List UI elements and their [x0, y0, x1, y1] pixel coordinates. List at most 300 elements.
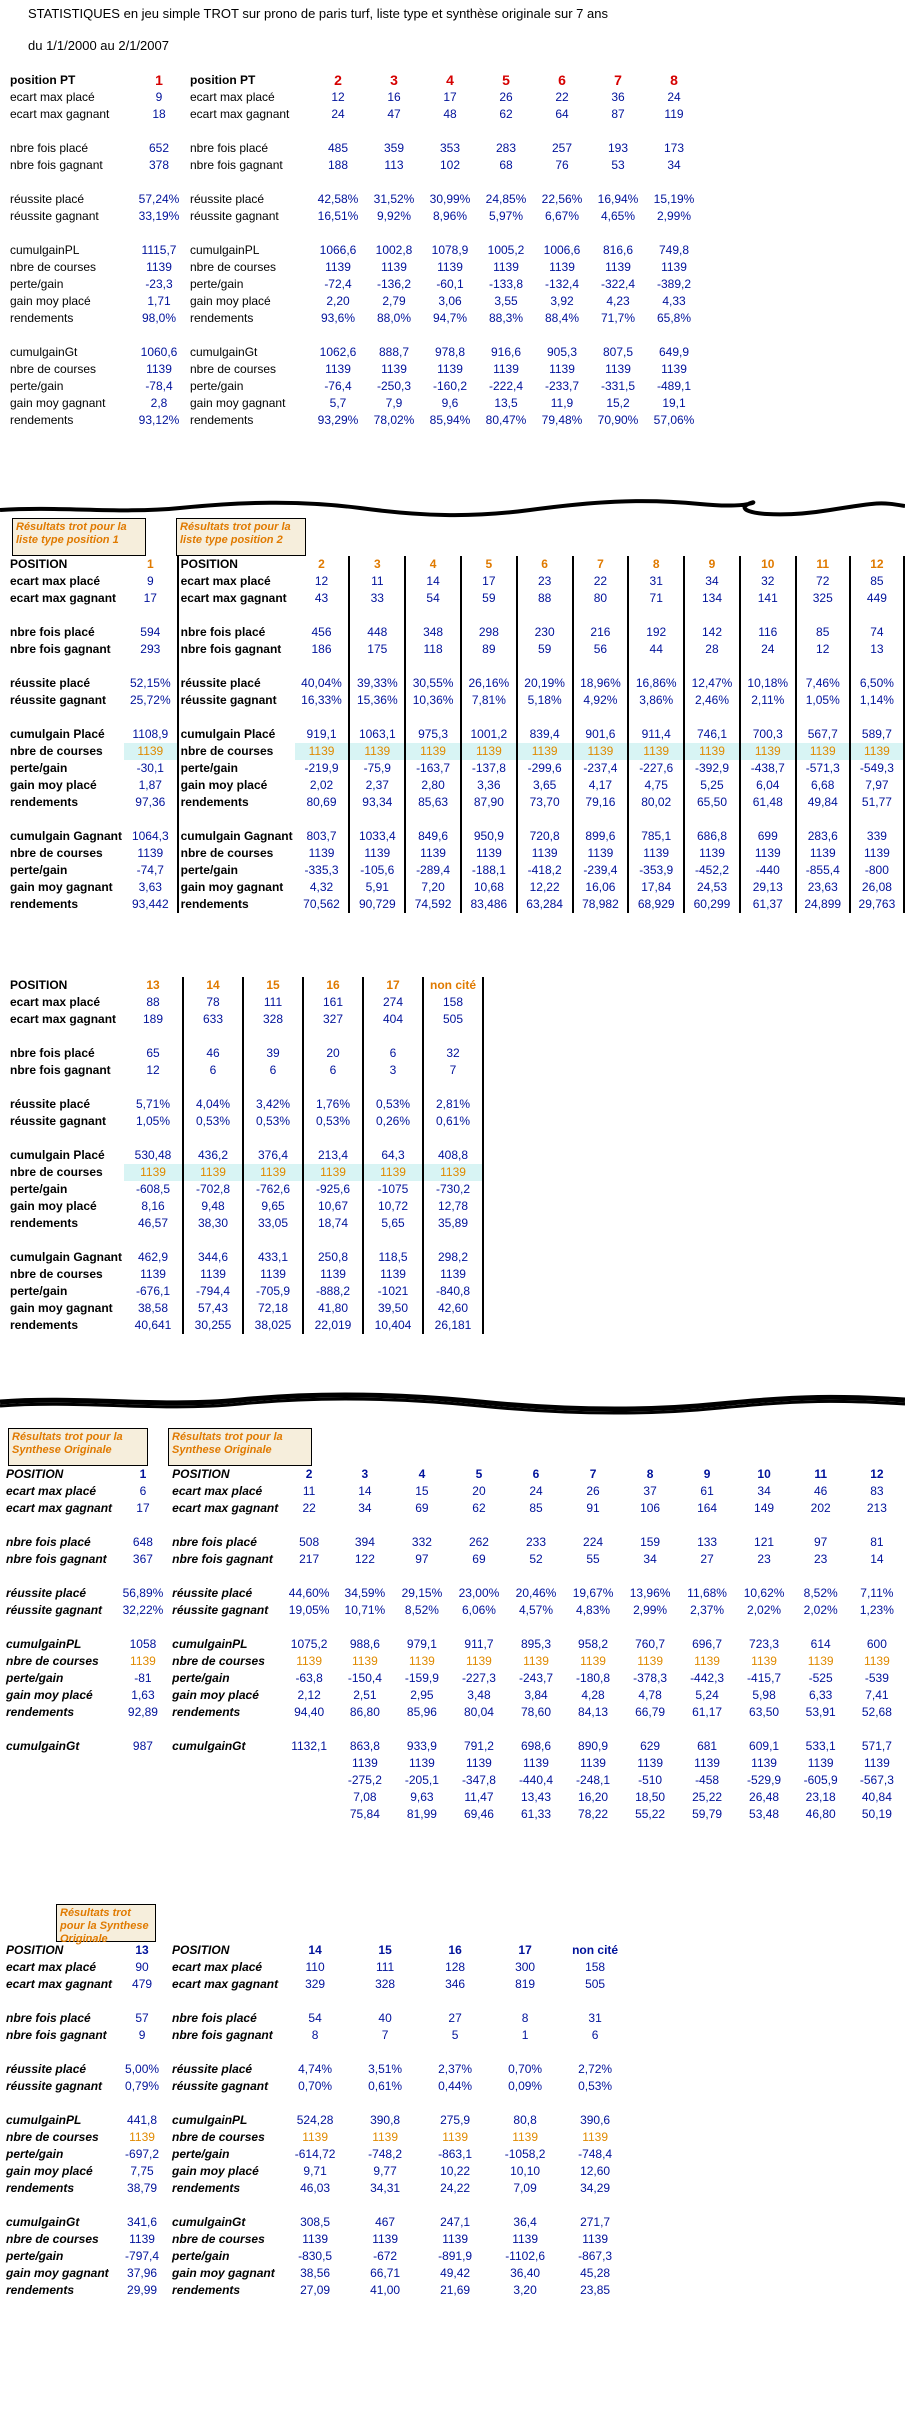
- value-cell: -299,6: [517, 760, 573, 777]
- value-cell: 1139: [694, 1756, 720, 1770]
- value-cell: -925,6: [303, 1181, 363, 1198]
- value-cell: 69: [415, 1501, 429, 1515]
- value-cell: [393, 1568, 450, 1585]
- value-cell: [114, 2044, 170, 2061]
- value-cell: -1058,2: [504, 2147, 546, 2161]
- value-cell: 84,13: [578, 1705, 609, 1719]
- value-cell: [423, 1028, 483, 1045]
- value-cell: 11,68%: [687, 1586, 727, 1600]
- value-cell: [303, 1079, 363, 1096]
- value-cell: -529,9: [747, 1773, 782, 1787]
- value-cell: 106: [640, 1501, 661, 1515]
- value-cell: 1139: [409, 1756, 435, 1770]
- value-cell: [573, 811, 629, 828]
- value-cell: 508: [299, 1535, 320, 1549]
- value-cell: 233: [525, 1535, 547, 1549]
- value-cell: [350, 2095, 420, 2112]
- value-cell: [116, 1806, 170, 1823]
- value-cell: 22: [573, 573, 629, 590]
- value-cell: 1139: [573, 743, 629, 760]
- value-cell: 57: [135, 2011, 149, 2025]
- row-label: nbre de courses: [10, 362, 97, 376]
- row-label: cumulgainPL: [172, 2113, 248, 2127]
- value-cell: 5,91: [349, 879, 405, 896]
- value-cell: [628, 811, 684, 828]
- table-row: [4, 2248, 630, 2265]
- value-cell: [490, 1993, 560, 2010]
- position-label: POSITION: [6, 1943, 64, 1957]
- table-row: [8, 378, 702, 395]
- value-cell: 9,71: [303, 2164, 327, 2178]
- value-cell: 23,18: [805, 1790, 836, 1804]
- row-label: [8, 327, 130, 344]
- value-cell: 17: [443, 90, 457, 104]
- value-cell: 63,50: [749, 1705, 780, 1719]
- value-cell: 7,20: [405, 879, 461, 896]
- value-cell: [336, 1619, 393, 1636]
- value-cell: 1139: [295, 743, 350, 760]
- value-cell: [310, 174, 366, 191]
- row-label: réussite placé: [10, 676, 91, 690]
- value-cell: 71,7%: [600, 311, 636, 325]
- value-cell: 1139: [381, 260, 407, 274]
- header-row: [4, 1942, 630, 1959]
- row-label: perte/gain: [10, 277, 64, 291]
- row-label: ecart max placé: [10, 90, 95, 104]
- value-cell: 890,9: [578, 1739, 609, 1753]
- value-cell: [116, 1517, 170, 1534]
- caption-liste-type-position-1: Résultats trot pour la liste type position 1: [12, 518, 146, 556]
- row-label: nbre de courses: [10, 1165, 103, 1179]
- row-label: perte/gain: [10, 379, 64, 393]
- value-cell: [450, 1568, 507, 1585]
- value-cell: 1139: [605, 260, 631, 274]
- value-cell: 70,90%: [597, 413, 639, 427]
- value-cell: -863,1: [438, 2147, 473, 2161]
- value-cell: 1139: [303, 1164, 363, 1181]
- value-cell: 26,181: [423, 1317, 483, 1334]
- value-cell: 293: [124, 641, 178, 658]
- row-label: [8, 1028, 124, 1045]
- row-label: nbre fois gagnant: [6, 2028, 107, 2042]
- value-cell: 0,53%: [363, 1096, 423, 1113]
- value-cell: 83: [870, 1484, 884, 1498]
- value-cell: 2,72%: [578, 2062, 613, 2076]
- value-cell: 16,86%: [628, 675, 684, 692]
- table-row: [8, 709, 904, 726]
- value-cell: [422, 123, 478, 140]
- position-number: 6: [517, 556, 573, 573]
- value-cell: 217: [299, 1552, 320, 1566]
- value-cell: 1058: [129, 1637, 157, 1651]
- value-cell: 1139: [661, 260, 687, 274]
- value-cell: 111: [375, 1960, 395, 1974]
- position-number: 12: [870, 1467, 884, 1481]
- value-cell: 15,2: [606, 396, 630, 410]
- value-cell: -30,1: [124, 760, 178, 777]
- value-cell: 39,33%: [349, 675, 405, 692]
- table-row: [8, 208, 702, 225]
- position-number: 2: [295, 556, 350, 573]
- value-cell: 61,48: [740, 794, 796, 811]
- value-cell: 1139: [423, 1266, 483, 1283]
- row-label: nbre de courses: [190, 260, 277, 274]
- value-cell: 26,16%: [461, 675, 517, 692]
- row-label: [170, 1517, 282, 1534]
- value-cell: -705,9: [243, 1283, 303, 1300]
- row-label: réussite placé: [10, 192, 85, 206]
- value-cell: -525: [808, 1671, 833, 1685]
- value-cell: 90,729: [349, 896, 405, 913]
- value-cell: 300: [515, 1960, 536, 1974]
- row-label: ecart max gagnant: [190, 107, 290, 121]
- row-label: [8, 1130, 124, 1147]
- table-row: [4, 1993, 630, 2010]
- value-cell: 7,41: [865, 1688, 889, 1702]
- value-cell: 10,36%: [405, 692, 461, 709]
- value-cell: 18,74: [303, 1215, 363, 1232]
- row-label: cumulgainGt: [6, 1739, 80, 1753]
- value-cell: 390,6: [580, 2113, 611, 2127]
- value-cell: 298,2: [423, 1249, 483, 1266]
- value-cell: 3,92: [550, 294, 574, 308]
- value-cell: [478, 174, 534, 191]
- value-cell: -1075: [363, 1181, 423, 1198]
- value-cell: 13,43: [520, 1790, 552, 1804]
- value-cell: 5,98: [752, 1688, 776, 1702]
- value-cell: 1139: [351, 1654, 378, 1668]
- value-cell: 1078,9: [431, 243, 469, 257]
- caption-synthese-originale-1: Résultats trot pour la Synthese Originale: [8, 1428, 148, 1466]
- value-cell: 348: [405, 624, 461, 641]
- value-cell: 10,10: [510, 2164, 541, 2178]
- position-number: 10: [740, 556, 796, 573]
- position-number: 2: [334, 72, 342, 88]
- value-cell: 38,56: [300, 2266, 331, 2280]
- value-cell: 916,6: [490, 345, 522, 359]
- row-label: gain moy gagnant: [180, 880, 284, 894]
- table-row: [4, 2265, 630, 2282]
- value-cell: [130, 123, 188, 140]
- table-row: [8, 760, 904, 777]
- row-label: nbre fois gagnant: [10, 1063, 111, 1077]
- value-cell: 1139: [796, 743, 850, 760]
- value-cell: -378,3: [633, 1671, 668, 1685]
- row-label: nbre fois placé: [6, 1535, 91, 1549]
- value-cell: -489,1: [656, 379, 692, 393]
- value-cell: 118: [405, 641, 461, 658]
- table-row: [8, 845, 904, 862]
- value-cell: 45,28: [580, 2266, 611, 2280]
- table-row: [4, 2231, 630, 2248]
- value-cell: 34: [684, 573, 740, 590]
- value-cell: 4,28: [581, 1688, 605, 1702]
- value-cell: 2,11%: [740, 692, 796, 709]
- value-cell: 600: [866, 1637, 887, 1651]
- value-cell: 24,899: [796, 896, 850, 913]
- value-cell: 433,1: [243, 1249, 303, 1266]
- value-cell: 1139: [437, 362, 463, 376]
- value-cell: [849, 1568, 905, 1585]
- value-cell: 376,4: [243, 1147, 303, 1164]
- value-cell: -219,9: [295, 760, 350, 777]
- value-cell: [573, 709, 629, 726]
- value-cell: [280, 2095, 350, 2112]
- position-label: position PT: [10, 73, 76, 87]
- value-cell: 32: [740, 573, 796, 590]
- value-cell: 0,61%: [368, 2079, 403, 2093]
- value-cell: [303, 1028, 363, 1045]
- value-cell: 31: [628, 573, 684, 590]
- row-label: [8, 658, 124, 675]
- value-cell: 1139: [580, 1756, 606, 1770]
- value-cell: 1005,2: [487, 243, 525, 257]
- table-row: [4, 1789, 905, 1806]
- value-cell: [349, 811, 405, 828]
- value-cell: 1139: [351, 1756, 378, 1770]
- value-cell: 12: [124, 1062, 183, 1079]
- value-cell: -418,2: [517, 862, 573, 879]
- value-cell: 3,51%: [368, 2062, 403, 2076]
- value-cell: 29,15%: [401, 1586, 443, 1600]
- value-cell: [393, 1619, 450, 1636]
- value-cell: 700,3: [740, 726, 796, 743]
- value-cell: 6: [183, 1062, 243, 1079]
- value-cell: 1139: [183, 1164, 243, 1181]
- table-row: [8, 412, 702, 429]
- value-cell: 7,81%: [461, 692, 517, 709]
- value-cell: 5,24: [695, 1688, 719, 1702]
- value-cell: 34,31: [370, 2181, 401, 2195]
- value-cell: 1139: [628, 743, 684, 760]
- value-cell: 11: [349, 573, 405, 590]
- value-cell: 32,22%: [122, 1603, 164, 1617]
- table-row: [8, 174, 702, 191]
- row-label: cumulgainGt: [190, 345, 258, 359]
- value-cell: -452,2: [684, 862, 740, 879]
- value-cell: 41,00: [370, 2283, 401, 2297]
- table-row: [8, 123, 702, 140]
- value-cell: -335,3: [295, 862, 350, 879]
- value-cell: [849, 1619, 905, 1636]
- value-cell: 80: [573, 590, 629, 607]
- value-cell: 37: [643, 1484, 657, 1498]
- value-cell: 6,50%: [850, 675, 904, 692]
- value-cell: 1139: [146, 260, 172, 274]
- value-cell: 33,05: [243, 1215, 303, 1232]
- value-cell: 79,16: [573, 794, 629, 811]
- position-number: 16: [448, 1943, 462, 1957]
- value-cell: [420, 2044, 490, 2061]
- value-cell: 1139: [349, 743, 405, 760]
- value-cell: 59,79: [692, 1807, 723, 1821]
- position-number: 16: [303, 977, 363, 994]
- value-cell: 57,43: [183, 1300, 243, 1317]
- row-label: [170, 1993, 280, 2010]
- value-cell: [565, 1619, 622, 1636]
- value-cell: 70,562: [295, 896, 350, 913]
- value-cell: 158: [423, 994, 483, 1011]
- value-cell: 7,75: [130, 2164, 154, 2178]
- value-cell: [573, 658, 629, 675]
- value-cell: 367: [132, 1552, 153, 1566]
- value-cell: 13,96%: [629, 1586, 671, 1600]
- value-cell: 1139: [493, 260, 519, 274]
- value-cell: 524,28: [296, 2113, 334, 2127]
- value-cell: 3,86%: [628, 692, 684, 709]
- row-label: perte/gain: [180, 761, 238, 775]
- value-cell: 37,96: [127, 2266, 158, 2280]
- value-cell: 51,77: [850, 794, 904, 811]
- value-cell: 394: [354, 1535, 375, 1549]
- value-cell: [124, 1079, 183, 1096]
- value-cell: 2,80: [405, 777, 461, 794]
- value-cell: 10,18%: [740, 675, 796, 692]
- value-cell: -855,4: [796, 862, 850, 879]
- value-cell: 1139: [243, 1164, 303, 1181]
- row-label: nbre fois gagnant: [6, 1552, 107, 1566]
- position-number: 2: [305, 1467, 313, 1481]
- value-cell: 78,60: [520, 1705, 552, 1719]
- value-cell: -867,3: [578, 2249, 613, 2263]
- value-cell: 22: [302, 1501, 316, 1515]
- value-cell: 816,6: [602, 243, 634, 257]
- row-label: gain moy gagnant: [10, 1301, 113, 1315]
- table-row: [8, 344, 702, 361]
- value-cell: -730,2: [423, 1181, 483, 1198]
- row-label: [8, 709, 124, 726]
- value-cell: [295, 607, 350, 624]
- value-cell: 12,22: [517, 879, 573, 896]
- value-cell: 12,78: [423, 1198, 483, 1215]
- value-cell: 479: [132, 1977, 153, 1991]
- value-cell: 1075,2: [290, 1637, 328, 1651]
- value-cell: [478, 123, 534, 140]
- table-row: [4, 2010, 630, 2027]
- value-cell: 3,63: [124, 879, 178, 896]
- value-cell: 629: [640, 1739, 661, 1753]
- value-cell: 975,3: [405, 726, 461, 743]
- value-cell: -389,2: [656, 277, 692, 291]
- table-row: [8, 658, 904, 675]
- value-cell: 1139: [512, 2232, 538, 2246]
- row-label: [4, 1721, 116, 1738]
- value-cell: [461, 607, 517, 624]
- value-cell: 19,1: [662, 396, 686, 410]
- position-label: POSITION: [172, 1467, 230, 1481]
- table-row: [8, 1232, 483, 1249]
- value-cell: 911,4: [628, 726, 684, 743]
- value-cell: [850, 658, 904, 675]
- value-cell: 346: [445, 1977, 466, 1991]
- value-cell: 7: [423, 1062, 483, 1079]
- value-cell: 1139: [183, 1266, 243, 1283]
- value-cell: 1139: [129, 2232, 155, 2246]
- value-cell: -672: [373, 2249, 398, 2263]
- value-cell: 0,70%: [508, 2062, 543, 2076]
- value-cell: 4,17: [573, 777, 629, 794]
- value-cell: 192: [628, 624, 684, 641]
- value-cell: 505: [423, 1011, 483, 1028]
- value-cell: 22,019: [303, 1317, 363, 1334]
- row-label: nbre de courses: [10, 744, 103, 758]
- value-cell: [366, 327, 422, 344]
- table-row: [4, 1483, 905, 1500]
- value-cell: 308,5: [300, 2215, 331, 2229]
- value-cell: 42,60: [423, 1300, 483, 1317]
- value-cell: [793, 1517, 849, 1534]
- header-row: [8, 977, 483, 994]
- value-cell: 118,5: [363, 1249, 423, 1266]
- value-cell: 505: [585, 1977, 606, 1991]
- value-cell: 46,57: [124, 1215, 183, 1232]
- value-cell: [646, 174, 702, 191]
- row-label: [4, 1619, 116, 1636]
- value-cell: 22,56%: [541, 192, 583, 206]
- position-number: 5: [502, 72, 510, 88]
- value-cell: 283: [495, 141, 517, 155]
- value-cell: 13,5: [494, 396, 518, 410]
- value-cell: 49,42: [440, 2266, 471, 2280]
- table-row: [8, 1249, 483, 1266]
- value-cell: 6: [363, 1045, 423, 1062]
- row-label: nbre de courses: [172, 2232, 265, 2246]
- stats-table-synthese-1-12: [4, 1466, 905, 1823]
- value-cell: 188: [327, 158, 349, 172]
- value-cell: [336, 1517, 393, 1534]
- table-row: [8, 994, 483, 1011]
- row-label: cumulgain Gagnant: [10, 1250, 123, 1264]
- value-cell: 0,53%: [303, 1113, 363, 1130]
- value-cell: 18: [152, 107, 166, 121]
- value-cell: 4,23: [606, 294, 630, 308]
- value-cell: [393, 1721, 450, 1738]
- row-label: cumulgainGt: [10, 345, 78, 359]
- value-cell: 436,2: [183, 1147, 243, 1164]
- value-cell: 441,8: [127, 2113, 158, 2127]
- value-cell: [130, 225, 188, 242]
- table-row: [4, 1976, 630, 1993]
- value-cell: -237,4: [573, 760, 629, 777]
- value-cell: [280, 2197, 350, 2214]
- value-cell: 19,05%: [288, 1603, 330, 1617]
- value-cell: 950,9: [461, 828, 517, 845]
- position-number: 3: [349, 556, 405, 573]
- value-cell: [507, 1517, 564, 1534]
- value-cell: [282, 1806, 336, 1823]
- value-cell: 1064,3: [124, 828, 178, 845]
- row-label: ecart max gagnant: [10, 107, 110, 121]
- table-row: [8, 590, 904, 607]
- value-cell: [124, 607, 178, 624]
- value-cell: 4,32: [295, 879, 350, 896]
- row-label: perte/gain: [190, 277, 244, 291]
- table-row: [8, 607, 904, 624]
- value-cell: 1139: [461, 845, 517, 862]
- value-cell: 10,22: [440, 2164, 471, 2178]
- row-label: nbre de courses: [190, 362, 277, 376]
- value-cell: 94,40: [294, 1705, 325, 1719]
- table-row: [8, 106, 702, 123]
- value-cell: [793, 1568, 849, 1585]
- value-cell: 113: [384, 158, 404, 172]
- table-row: [8, 89, 702, 106]
- row-label: [170, 1619, 282, 1636]
- value-cell: 408,8: [423, 1147, 483, 1164]
- position-number: 10: [757, 1467, 771, 1481]
- value-cell: [363, 1028, 423, 1045]
- row-label: rendements: [10, 311, 74, 325]
